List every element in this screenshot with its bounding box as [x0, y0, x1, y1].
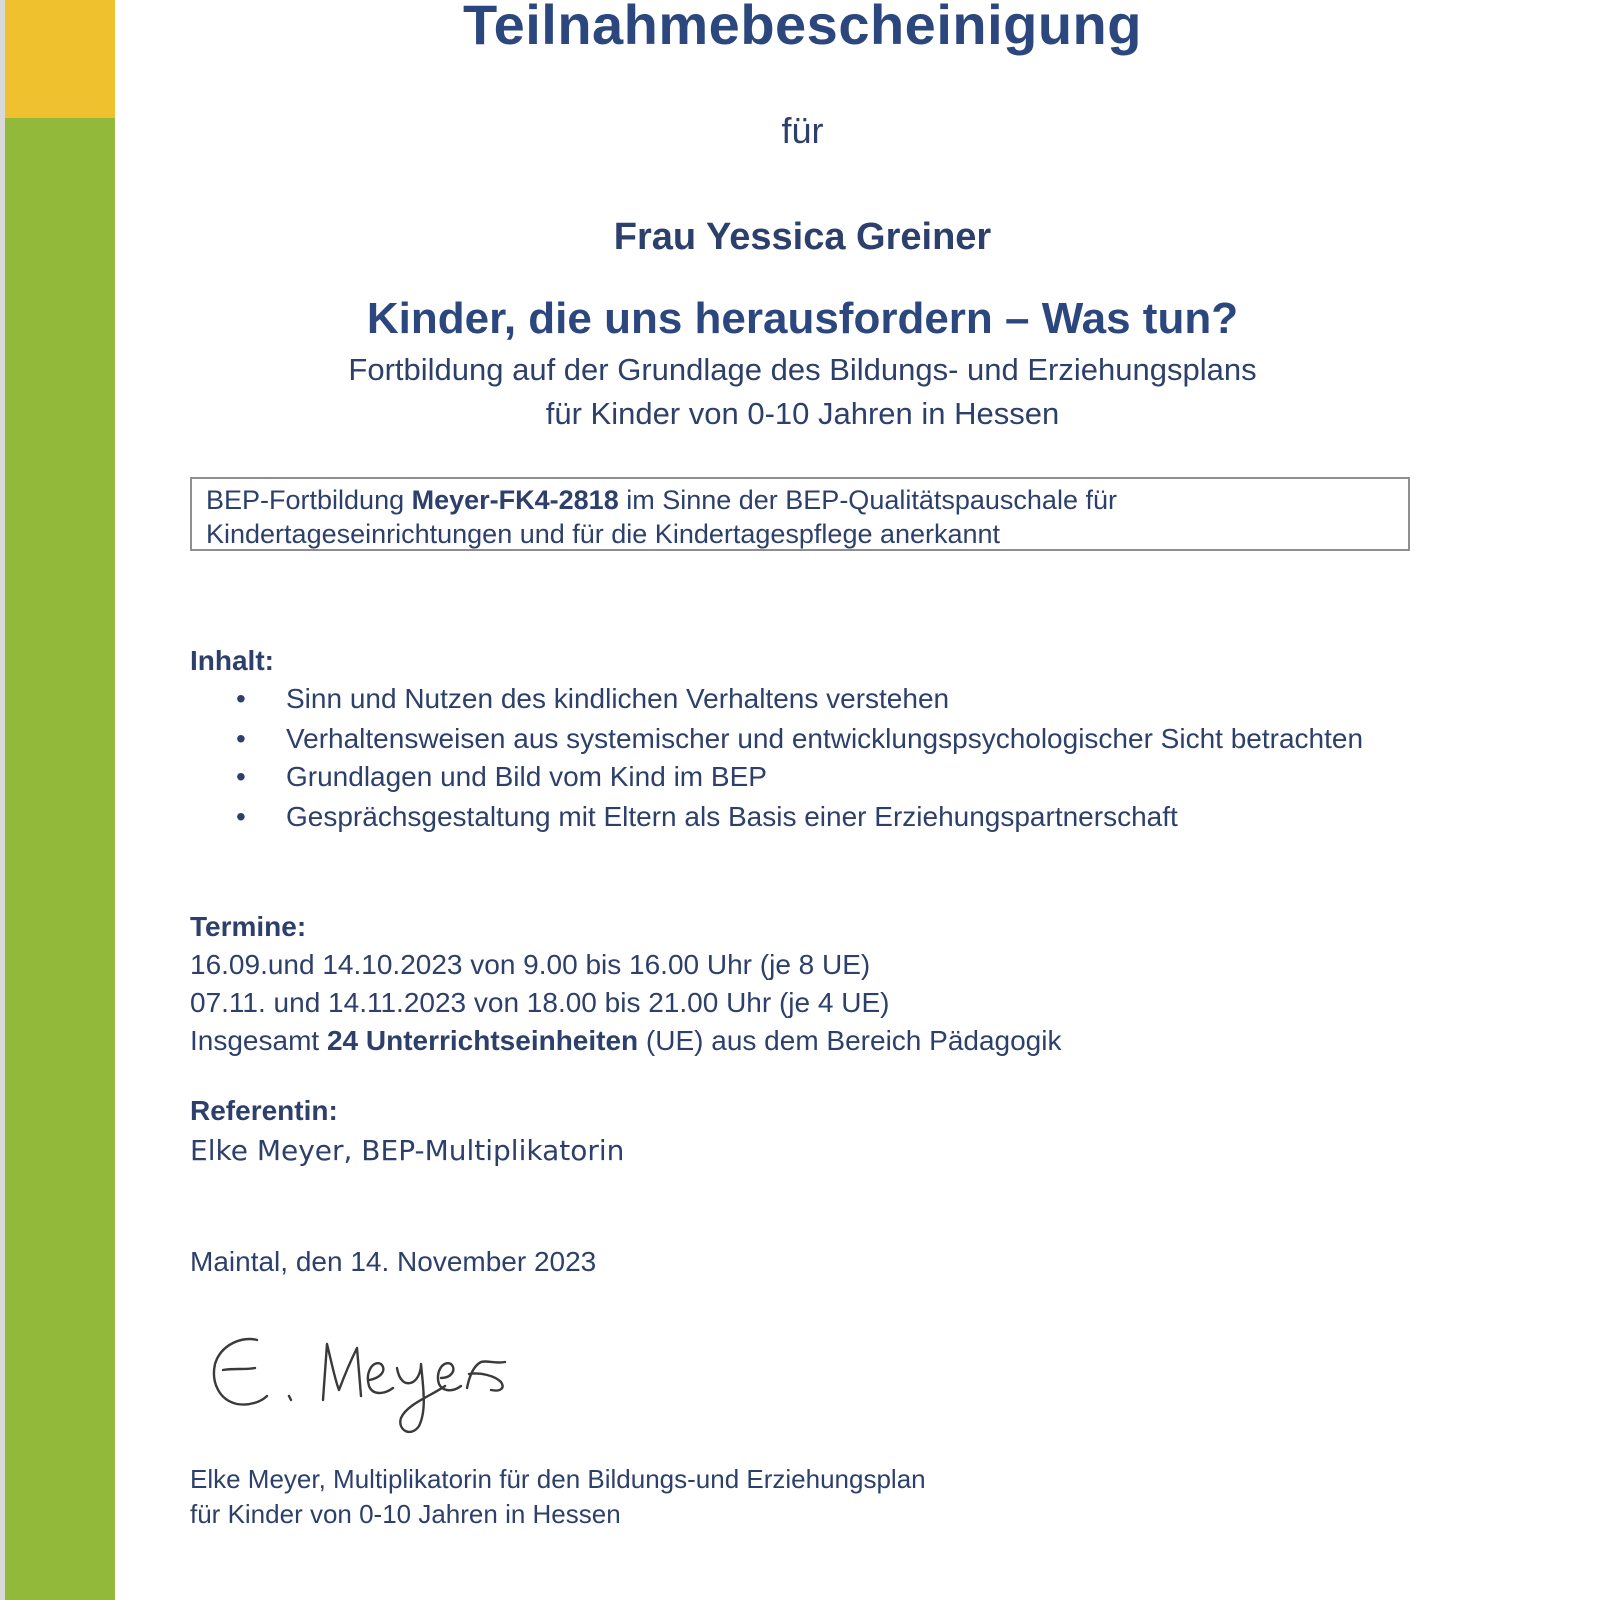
- list-item: • Verhaltensweisen aus systemischer und entwicklungspsychologischer Sicht betrachten: [286, 720, 1430, 758]
- dates-total-prefix: Insgesamt: [190, 1025, 327, 1056]
- content-section: [190, 642, 1430, 836]
- speaker-name: Elke Meyer, BEP-Multiplikatorin: [190, 1134, 625, 1167]
- recognition-code: Meyer-FK4-2818: [411, 485, 619, 515]
- green-accent-bar: [5, 118, 115, 1600]
- list-item: • Grundlagen und Bild vom Kind im BEP: [286, 758, 1430, 796]
- dates-section: [190, 908, 1430, 1060]
- recognition-suffix: im Sinne der BEP-Qualitätspauschale für Kindertageseinrichtungen und für die Kindertagespflege anerkannt: [206, 485, 1117, 549]
- footer: [190, 1462, 926, 1532]
- dates-total-units: 24 Unterrichtseinheiten: [326, 1025, 639, 1056]
- course-subtitle-line2: für Kinder von 0-10 Jahren in Hessen: [545, 396, 1060, 431]
- for-label: für: [781, 110, 824, 151]
- dates-line1: 16.09.und 14.10.2023 von 9.00 bis 16.00 Uhr (je 8 UE): [190, 949, 871, 980]
- content-label: Inhalt:: [190, 645, 274, 676]
- footer-line2: für Kinder von 0-10 Jahren in Hessen: [190, 1499, 621, 1529]
- content-list: [190, 680, 1430, 836]
- speaker-label: Referentin:: [190, 1095, 338, 1126]
- certificate-title: Teilnahmebescheinigung: [463, 0, 1142, 56]
- course-title: Kinder, die uns herausfordern – Was tun?: [366, 294, 1239, 343]
- speaker-section: [190, 1092, 1430, 1170]
- list-item: • Sinn und Nutzen des kindlichen Verhaltens verstehen: [286, 680, 1430, 718]
- place-date: Maintal, den 14. November 2023: [190, 1246, 597, 1277]
- dates-label: Termine:: [190, 911, 307, 942]
- list-item: • Gesprächsgestaltung mit Eltern als Basis einer Erziehungspartnerschaft: [286, 798, 1430, 836]
- signature-image: [205, 1330, 535, 1440]
- dates-total-suffix: (UE) aus dem Bereich Pädagogik: [638, 1025, 1062, 1056]
- recognition-prefix: BEP-Fortbildung: [206, 485, 412, 515]
- dates-line2: 07.11. und 14.11.2023 von 18.00 bis 21.00 Uhr (je 4 UE): [190, 987, 890, 1018]
- footer-line1: Elke Meyer, Multiplikatorin für den Bildungs-und Erziehungsplan: [190, 1464, 926, 1494]
- yellow-accent-bar: [5, 0, 115, 118]
- dates-total: [190, 1022, 1430, 1060]
- participant-name: Frau Yessica Greiner: [613, 216, 992, 258]
- course-subtitle-line1: Fortbildung auf der Grundlage des Bildungs- und Erziehungsplans: [348, 352, 1257, 387]
- course-subtitle: [115, 348, 1490, 436]
- recognition-box: [190, 477, 1410, 551]
